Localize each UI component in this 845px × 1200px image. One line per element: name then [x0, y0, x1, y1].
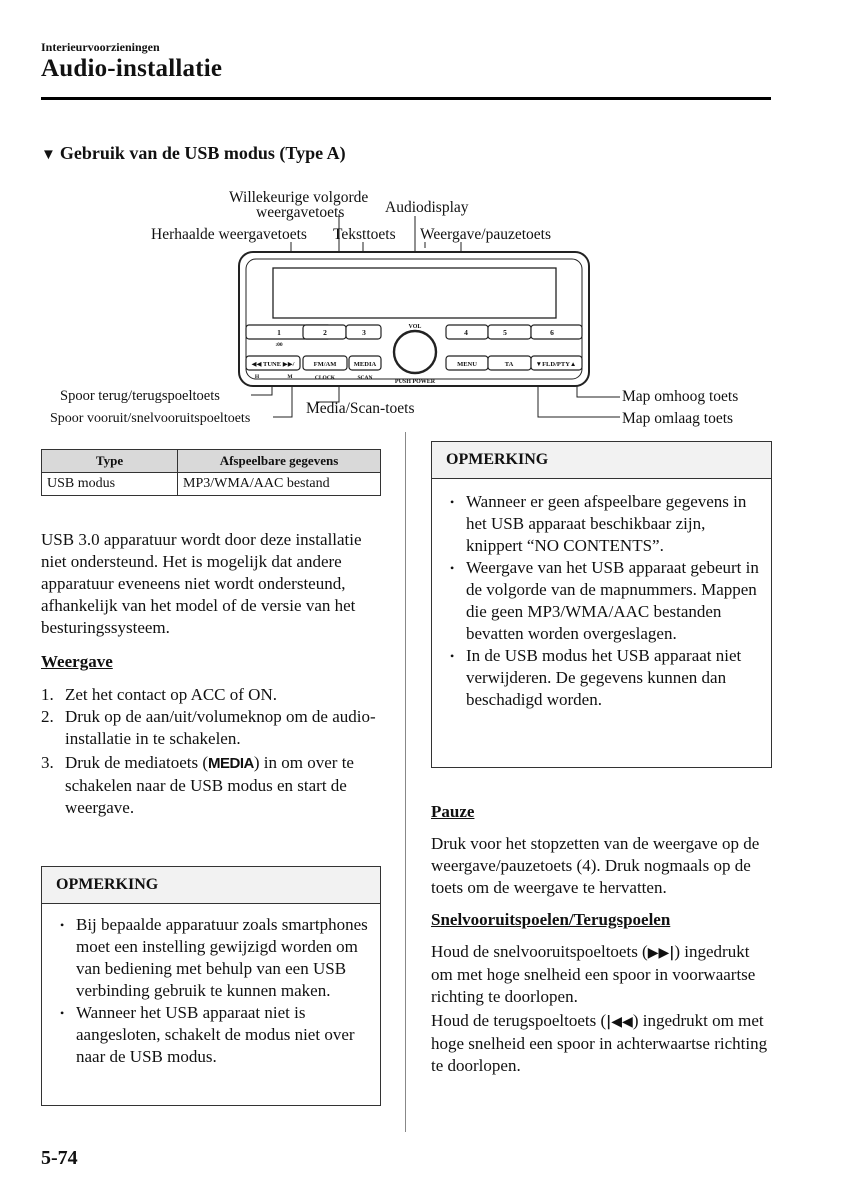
callout-display: Audiodisplay — [385, 199, 469, 216]
table-header-data: Afspeelbare gegevens — [178, 450, 381, 473]
bullet-icon: • — [450, 561, 455, 575]
triangle-down-icon: ▼ — [41, 147, 56, 163]
fast-forward-paragraph — [431, 941, 771, 1008]
table-cell-type: USB modus — [42, 473, 178, 496]
note-text: In de USB modus het USB apparaat niet verwijderen. De gegevens kunnen dan beschadigd worden. — [466, 646, 742, 709]
preset-3-label: 3 — [362, 328, 366, 337]
callout-playpause: Weergave/pauzetoets — [420, 226, 552, 243]
weergave-steps — [41, 684, 386, 819]
callout-track-back: Spoor terug/terugspoeltoets — [60, 388, 220, 404]
title-rule — [41, 97, 771, 100]
tune-h-label: H — [254, 374, 260, 380]
pauze-heading: Pauze — [431, 802, 475, 821]
column-divider — [405, 432, 406, 1132]
step-text-post: ) in om over te schakelen naar de USB modus en start de weergave. — [65, 753, 354, 817]
rewind-paragraph — [431, 1010, 771, 1077]
note-heading: OPMERKING — [42, 867, 380, 904]
note-text: Weergave van het USB apparaat gebeurt in de volgorde van de mapnummers. Mappen die geen MP3/WMA/AAC bestanden bevatten worden overgeslagen. — [466, 558, 759, 643]
media-label: MEDIA — [353, 361, 377, 368]
callout-track-forward: Spoor vooruit/snelvooruitspoeltoets — [50, 411, 251, 426]
callout-folder-down: Map omlaag toets — [622, 410, 734, 427]
section-heading — [41, 143, 346, 164]
preset-1-sub: :00 — [275, 342, 283, 348]
scan-label: SCAN — [357, 375, 373, 381]
menu-label: MENU — [457, 361, 477, 368]
bullet-icon: • — [60, 918, 65, 932]
note-text: Wanneer er geen afspeelbare gegevens in het USB apparaat beschikbaar zijn, knippert “NO CONTENTS”. — [466, 492, 747, 555]
push-power-label: PUSH POWER — [394, 379, 436, 385]
rw-text-post: ) ingedrukt om met hoge snelheid een spoor in achterwaartse richting te doorlopen. — [431, 1011, 768, 1075]
left-column — [41, 529, 386, 819]
callout-random-line2: weergavetoets — [256, 204, 345, 221]
playable-data-table — [41, 449, 381, 496]
note-text: Wanneer het USB apparaat niet is aangesloten, schakelt de modus niet over naar de USB modus. — [76, 1003, 355, 1066]
weergave-heading: Weergave — [41, 652, 113, 671]
bullet-icon: • — [60, 1006, 65, 1020]
table-header-type: Type — [42, 450, 178, 473]
callout-media-scan: Media/Scan-toets — [306, 400, 415, 417]
list-item — [446, 645, 761, 711]
step-number: 2. — [41, 707, 54, 726]
fast-forward-icon: ▶▶| — [647, 945, 675, 961]
fm-am-label: FM/AM — [313, 361, 337, 368]
usb-intro-paragraph: USB 3.0 apparatuur wordt door deze installatie niet ondersteund. Het is mogelijk dat andere apparatuur eveneens niet wordt ondersteund, afhankelijk van het model of de versie van het besturingssysteem. — [41, 530, 362, 637]
callout-text: Teksttoets — [333, 226, 396, 243]
rewind-icon: |◀◀ — [606, 1014, 633, 1030]
note-text: Bij bepaalde apparatuur zoals smartphones moet een instelling gewijzigd worden om van bediening met behulp van een USB verbinding gebruik te kunnen maken. — [76, 915, 368, 1000]
note-body — [432, 479, 771, 719]
table-header-row — [42, 450, 381, 473]
list-item — [41, 752, 386, 819]
note-body — [42, 904, 380, 1076]
step-number: 3. — [41, 753, 54, 772]
callout-folder-up: Map omhoog toets — [622, 388, 739, 405]
pauze-paragraph: Druk voor het stopzetten van de weergave op de weergave/pauzetoets (4). Druk nogmaals op de toets om de weergave te hervatten. — [431, 834, 760, 897]
note-heading: OPMERKING — [432, 442, 771, 479]
table-cell-data: MP3/WMA/AAC bestand — [178, 473, 381, 496]
list-item — [446, 557, 761, 645]
list-item — [56, 1002, 370, 1068]
section-heading-text: Gebruik van de USB modus (Type A) — [59, 143, 346, 163]
list-item — [446, 491, 761, 557]
ta-label: TA — [504, 361, 514, 368]
list-item — [41, 684, 386, 706]
volume-knob[interactable] — [394, 331, 436, 373]
preset-5-label: 5 — [503, 328, 507, 337]
ff-text-pre: Houd de snelvooruitspoeltoets ( — [431, 942, 648, 961]
step-text-pre: Druk de mediatoets ( — [65, 753, 209, 772]
list-item — [56, 914, 370, 1002]
step-text: Zet het contact op ACC of ON. — [65, 685, 277, 704]
step-text: Druk op de aan/uit/volumeknop om de audio-installatie in te schakelen. — [65, 707, 376, 748]
audio-unit-diagram — [41, 180, 781, 432]
snel-heading: Snelvooruitspoelen/Terugspoelen — [431, 910, 671, 929]
right-column — [431, 801, 771, 1077]
preset-6-button[interactable] — [531, 325, 582, 339]
tune-label: ◀◀ TUNE ▶▶/ — [251, 361, 295, 368]
ff-text-post: ) ingedrukt om met hoge snelheid een spoor in voorwaartse richting te doorlopen. — [431, 942, 756, 1006]
rw-text-pre: Houd de terugspoeltoets ( — [431, 1011, 607, 1030]
clock-label: CLOCK — [314, 375, 336, 381]
note-box-left — [41, 866, 381, 1106]
media-key-icon: MEDIA — [208, 755, 254, 772]
vol-label: VOL — [408, 324, 422, 330]
preset-1-label: 1 — [277, 328, 281, 337]
chapter-kicker: Interieurvoorzieningen — [41, 40, 160, 54]
table-row — [42, 473, 381, 496]
step-number: 1. — [41, 685, 54, 704]
preset-6-label: 6 — [550, 328, 554, 337]
tune-m-label: M — [287, 374, 293, 380]
bullet-icon: • — [450, 649, 455, 663]
preset-4-label: 4 — [464, 328, 468, 337]
page-title: Audio-installatie — [41, 55, 223, 82]
preset-2-label: 2 — [323, 328, 327, 337]
list-item — [41, 706, 386, 750]
note-box-right — [431, 441, 772, 768]
callout-repeat: Herhaalde weergavetoets — [151, 226, 307, 243]
page-number: 5-74 — [41, 1147, 78, 1169]
preset-5-button[interactable] — [488, 325, 531, 339]
bullet-icon: • — [450, 495, 455, 509]
callout-random-line1: Willekeurige volgorde — [229, 189, 369, 206]
fld-pty-label: ▼FLD/PTY▲ — [535, 361, 577, 368]
